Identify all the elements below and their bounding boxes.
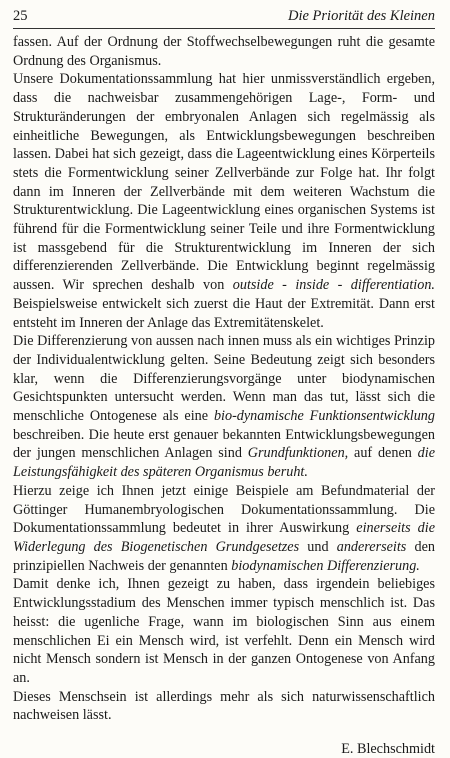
paragraph	[13, 332, 435, 482]
paragraph	[13, 33, 435, 70]
author-signature: E. Blechschmidt	[341, 741, 435, 758]
running-title: Die Priorität des Kleinen	[288, 8, 435, 24]
italic-text-run: andererseits	[336, 538, 407, 555]
text-run: beschreiben. Die heute erst genauer bekannten Entwicklungsbewegungen der jungen menschlichen Anlagen sind	[13, 426, 435, 462]
text-run: und	[299, 538, 337, 555]
italic-text-run: die Leistungsfähigkeit des späteren Organismus beruht.	[13, 445, 435, 481]
text-run: Dieses Menschsein ist allerdings mehr als sich naturwissenschaftlich nachweisen lässt.	[13, 688, 435, 724]
text-run: Damit denke ich, Ihnen gezeigt zu haben, dass irgendein beliebiges Entwicklungsstadium des Menschen immer typisch menschlich ist. Das heisst: die ugenliche Frage, wann im biologischen Sinn aus einem menschlichen Ei ein Mensch wird, ist verfehlt. Denn ein Mensch wird nicht Mensch sondern ist Mensch in der ganzen Ontogenese von Anfang an.	[13, 576, 435, 686]
paragraph	[13, 688, 435, 725]
italic-text-run: biodynamischen Differenzierung.	[231, 557, 420, 574]
text-run: Hierzu zeige ich Ihnen jetzt einige Beispiele am Befundmaterial der Göttinger Humanembryologischen Dokumentationssammlung. Die Dokumentationssammlung bedeutet in ihrer Auswirkung	[13, 482, 435, 537]
paragraph	[13, 482, 435, 576]
page-number: 25	[13, 8, 28, 24]
text-run: Unsere Dokumentationssammlung hat hier unmissverständlich ergeben, dass die nachweisbar zusammengehörigen Lage-, Form- und Strukturänderungen der embryonalen Anlagen sich regelmässig als einheitliche Bewegungen, als Entwicklungsbewegungen beschreiben lassen. Dabei hat sich gezeigt, dass die Lageentwicklung eines Körperteils stets die Formentwicklung seiner Zellverbände zur Folge hat. Ihr folgt dann im Inneren der Zellverbände mit dem weiteren Wachstum die Strukturentwicklung. Die Lageentwicklung eines organischen Systems ist führend für die Formentwicklung seiner Teile und ihre Formentwicklung ist massgebend für die Strukturentwicklung im Inneren der sich differenzierenden Zellverbände. Die Entwicklung beginnt regelmässig aussen. Wir sprechen deshalb von	[13, 71, 435, 294]
italic-text-run: einerseits die Widerlegung des Biogenetischen Grundgesetzes	[13, 520, 435, 555]
italic-text-run: Grundfunktionen,	[247, 445, 349, 462]
page-header	[13, 7, 435, 29]
text-run: auf denen	[348, 445, 418, 462]
paragraph	[13, 70, 435, 332]
italic-text-run: bio-dynamische Funktionsentwicklung	[213, 408, 435, 425]
body-text	[13, 33, 435, 725]
text-run: den prinzipiellen Nachweis der genannten	[13, 538, 435, 574]
text-run: Beispielsweise entwickelt sich zuerst die Haut der Extremität. Dann erst entsteht im Inneren der Anlage das Extremitätenskelet.	[13, 295, 435, 331]
text-run: fassen. Auf der Ordnung der Stoffwechselbewegungen ruht die gesamte Ordnung des Organismus.	[13, 34, 435, 69]
paragraph	[13, 575, 435, 687]
italic-text-run: outside - inside - differentiation.	[232, 277, 435, 294]
text-run: Die Differenzierung von aussen nach innen muss als ein wichtiges Prinzip der Individualentwicklung gelten. Seine Bedeutung zeigt sich besonders klar, wenn die Differenzierungsvorgänge unter biodynamischen Gesichtspunkten untersucht werden. Wenn man das tut, lässt sich die menschliche Ontogenese als eine	[13, 333, 435, 425]
book-page	[13, 7, 435, 758]
